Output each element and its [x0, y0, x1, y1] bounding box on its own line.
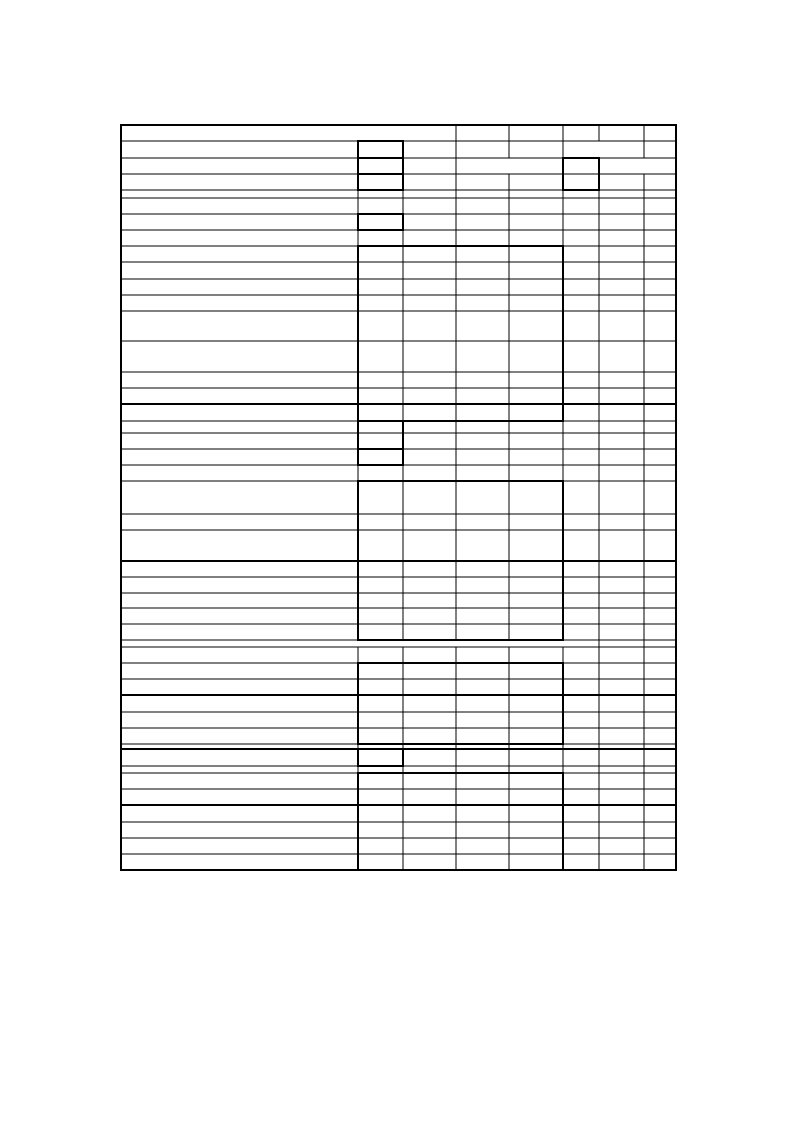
entry-block [358, 663, 563, 744]
entry-block [358, 449, 403, 465]
table-outer-border [121, 125, 676, 870]
entry-block [358, 421, 403, 449]
entry-block [358, 481, 563, 561]
table-grid [121, 125, 676, 870]
entry-block [358, 174, 403, 190]
entry-block [358, 141, 403, 158]
entry-block [358, 214, 403, 230]
entry-block [358, 246, 563, 421]
entry-block [358, 749, 403, 766]
entry-block [358, 561, 563, 640]
entry-block [358, 158, 403, 174]
